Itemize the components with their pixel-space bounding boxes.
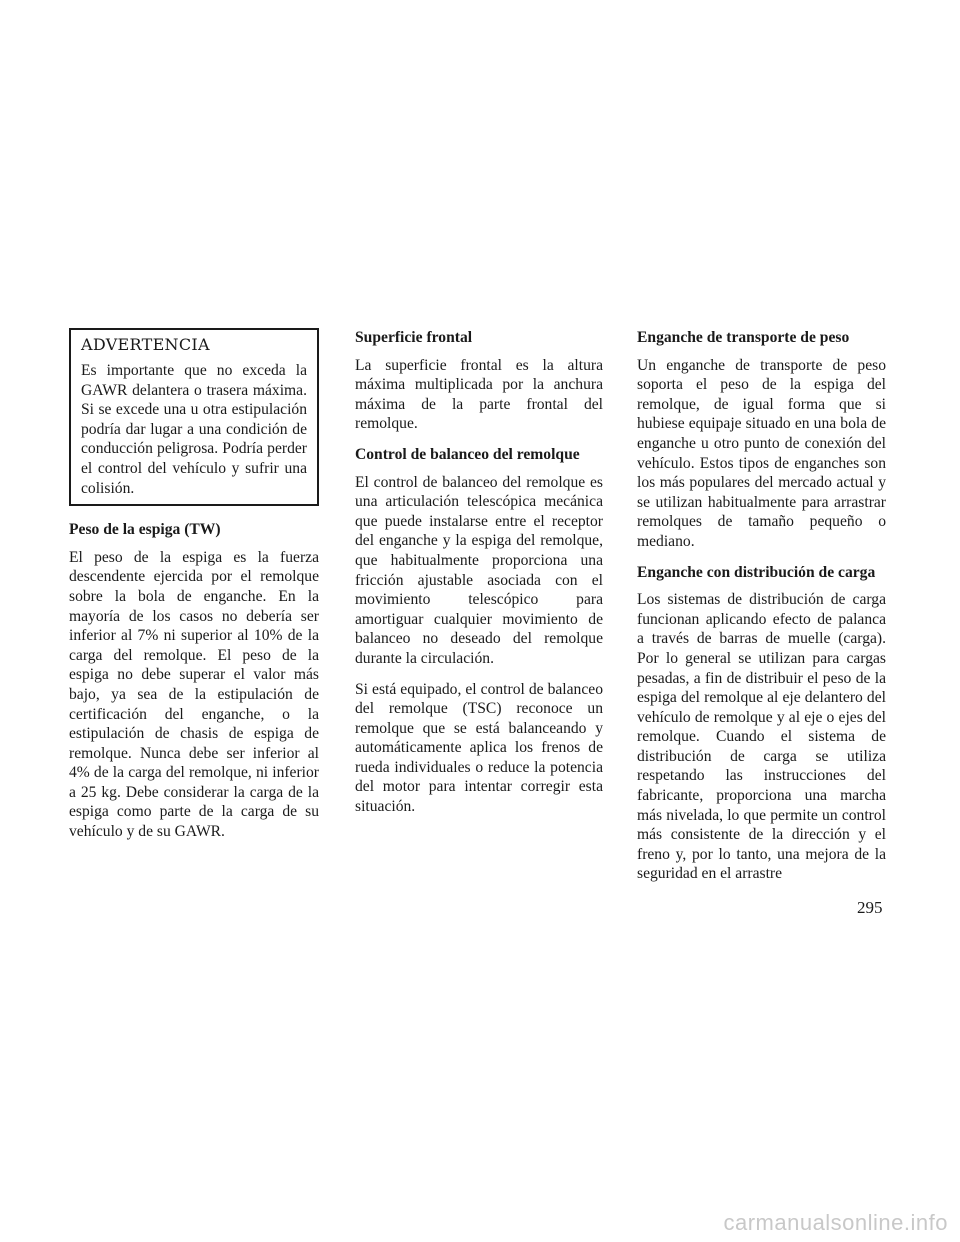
middle-column xyxy=(355,328,603,817)
page-number: 295 xyxy=(857,898,883,917)
left-column xyxy=(69,328,319,842)
section-body-tongue-weight: El peso de la espiga es la fuerza descendente ejercida por el remolque sobre la bola de enganche. En la mayoría de los casos no debería ser inferior al 7% ni superior al 10% de la carga del remolque. El peso de la espiga no debe superar el valor más bajo, ya sea de la estipulación de certificación del enganche, o la estipulación de chasis de espiga de remolque. Nunca debe ser inferior al 4% de la carga del remolque, ni inferior a 25 kg. Debe considerar la carga de la espiga como parte de la carga de su vehículo y de su GAWR. xyxy=(69,548,319,841)
warning-box xyxy=(69,328,319,506)
section-heading-weight-distributing-hitch: Enganche con distribución de carga xyxy=(637,563,876,581)
section-heading-frontal-area: Superficie frontal xyxy=(355,329,473,346)
section-body-sway-control: El control de balanceo del remolque es una articulación telescópica mecánica que puede instalarse entre el receptor del enganche y la espiga del remolque, que habitualmente proporciona una fricción ajustable asociada con el movimiento telescópico para amortiguar cualquier movimiento de balanceo no deseado del remolque durante la circulación. xyxy=(355,473,603,667)
section-body-weight-carrying-hitch: Un enganche de transporte de peso soporta el peso de la espiga del remolque, de igual forma que si hubiese equipaje situado en una bola de enganche u otro punto de conexión del vehículo. Estos tipos de enganches son los más populares del mercado actual y se utilizan habitualmente para arrastrar remolques de tamaño pequeño o mediano. xyxy=(637,356,886,550)
watermark: carmanualsonline.info xyxy=(723,1210,948,1235)
section-body-frontal-area: La superficie frontal es la altura máxima multiplicada por la anchura máxima de la parte frontal del remolque. xyxy=(355,356,603,433)
section-heading-tongue-weight: Peso de la espiga (TW) xyxy=(69,521,221,539)
right-column xyxy=(637,328,886,884)
section-body-weight-distributing-hitch: Los sistemas de distribución de carga funcionan aplicando efecto de palanca a través de barras de muelle (carga). Por lo general se utilizan para cargas pesadas, a fin de distribuir el peso de la espiga del remolque al eje delantero del vehículo de remolque y al eje o ejes del remolque. Cuando el sistema de distribución de carga se utiliza respetando las instrucciones del fabricante, proporciona una marcha más nivelada, lo que permite un control más consistente de la dirección y el freno y, por lo tanto, una mejora de la seguridad en el arrastre xyxy=(637,591,886,883)
warning-text: Es importante que no exceda la GAWR delantera o trasera máxima. Si se excede una u otra estipulación podría dar lugar a una condición de conducción peligrosa. Podría perder el control del vehículo y sufrir una colisión. xyxy=(81,362,307,497)
section-heading-sway-control: Control de balanceo del remolque xyxy=(355,445,580,463)
section-body-tsc: Si está equipado, el control de balanceo del remolque (TSC) reconoce un remolque que se está balanceando y automáticamente aplica los frenos de rueda individuales o reduce la potencia del motor para intentar corregir esta situación. xyxy=(355,680,603,816)
section-heading-weight-carrying-hitch: Enganche de transporte de peso xyxy=(637,329,850,346)
warning-title: ADVERTENCIA xyxy=(81,335,210,354)
